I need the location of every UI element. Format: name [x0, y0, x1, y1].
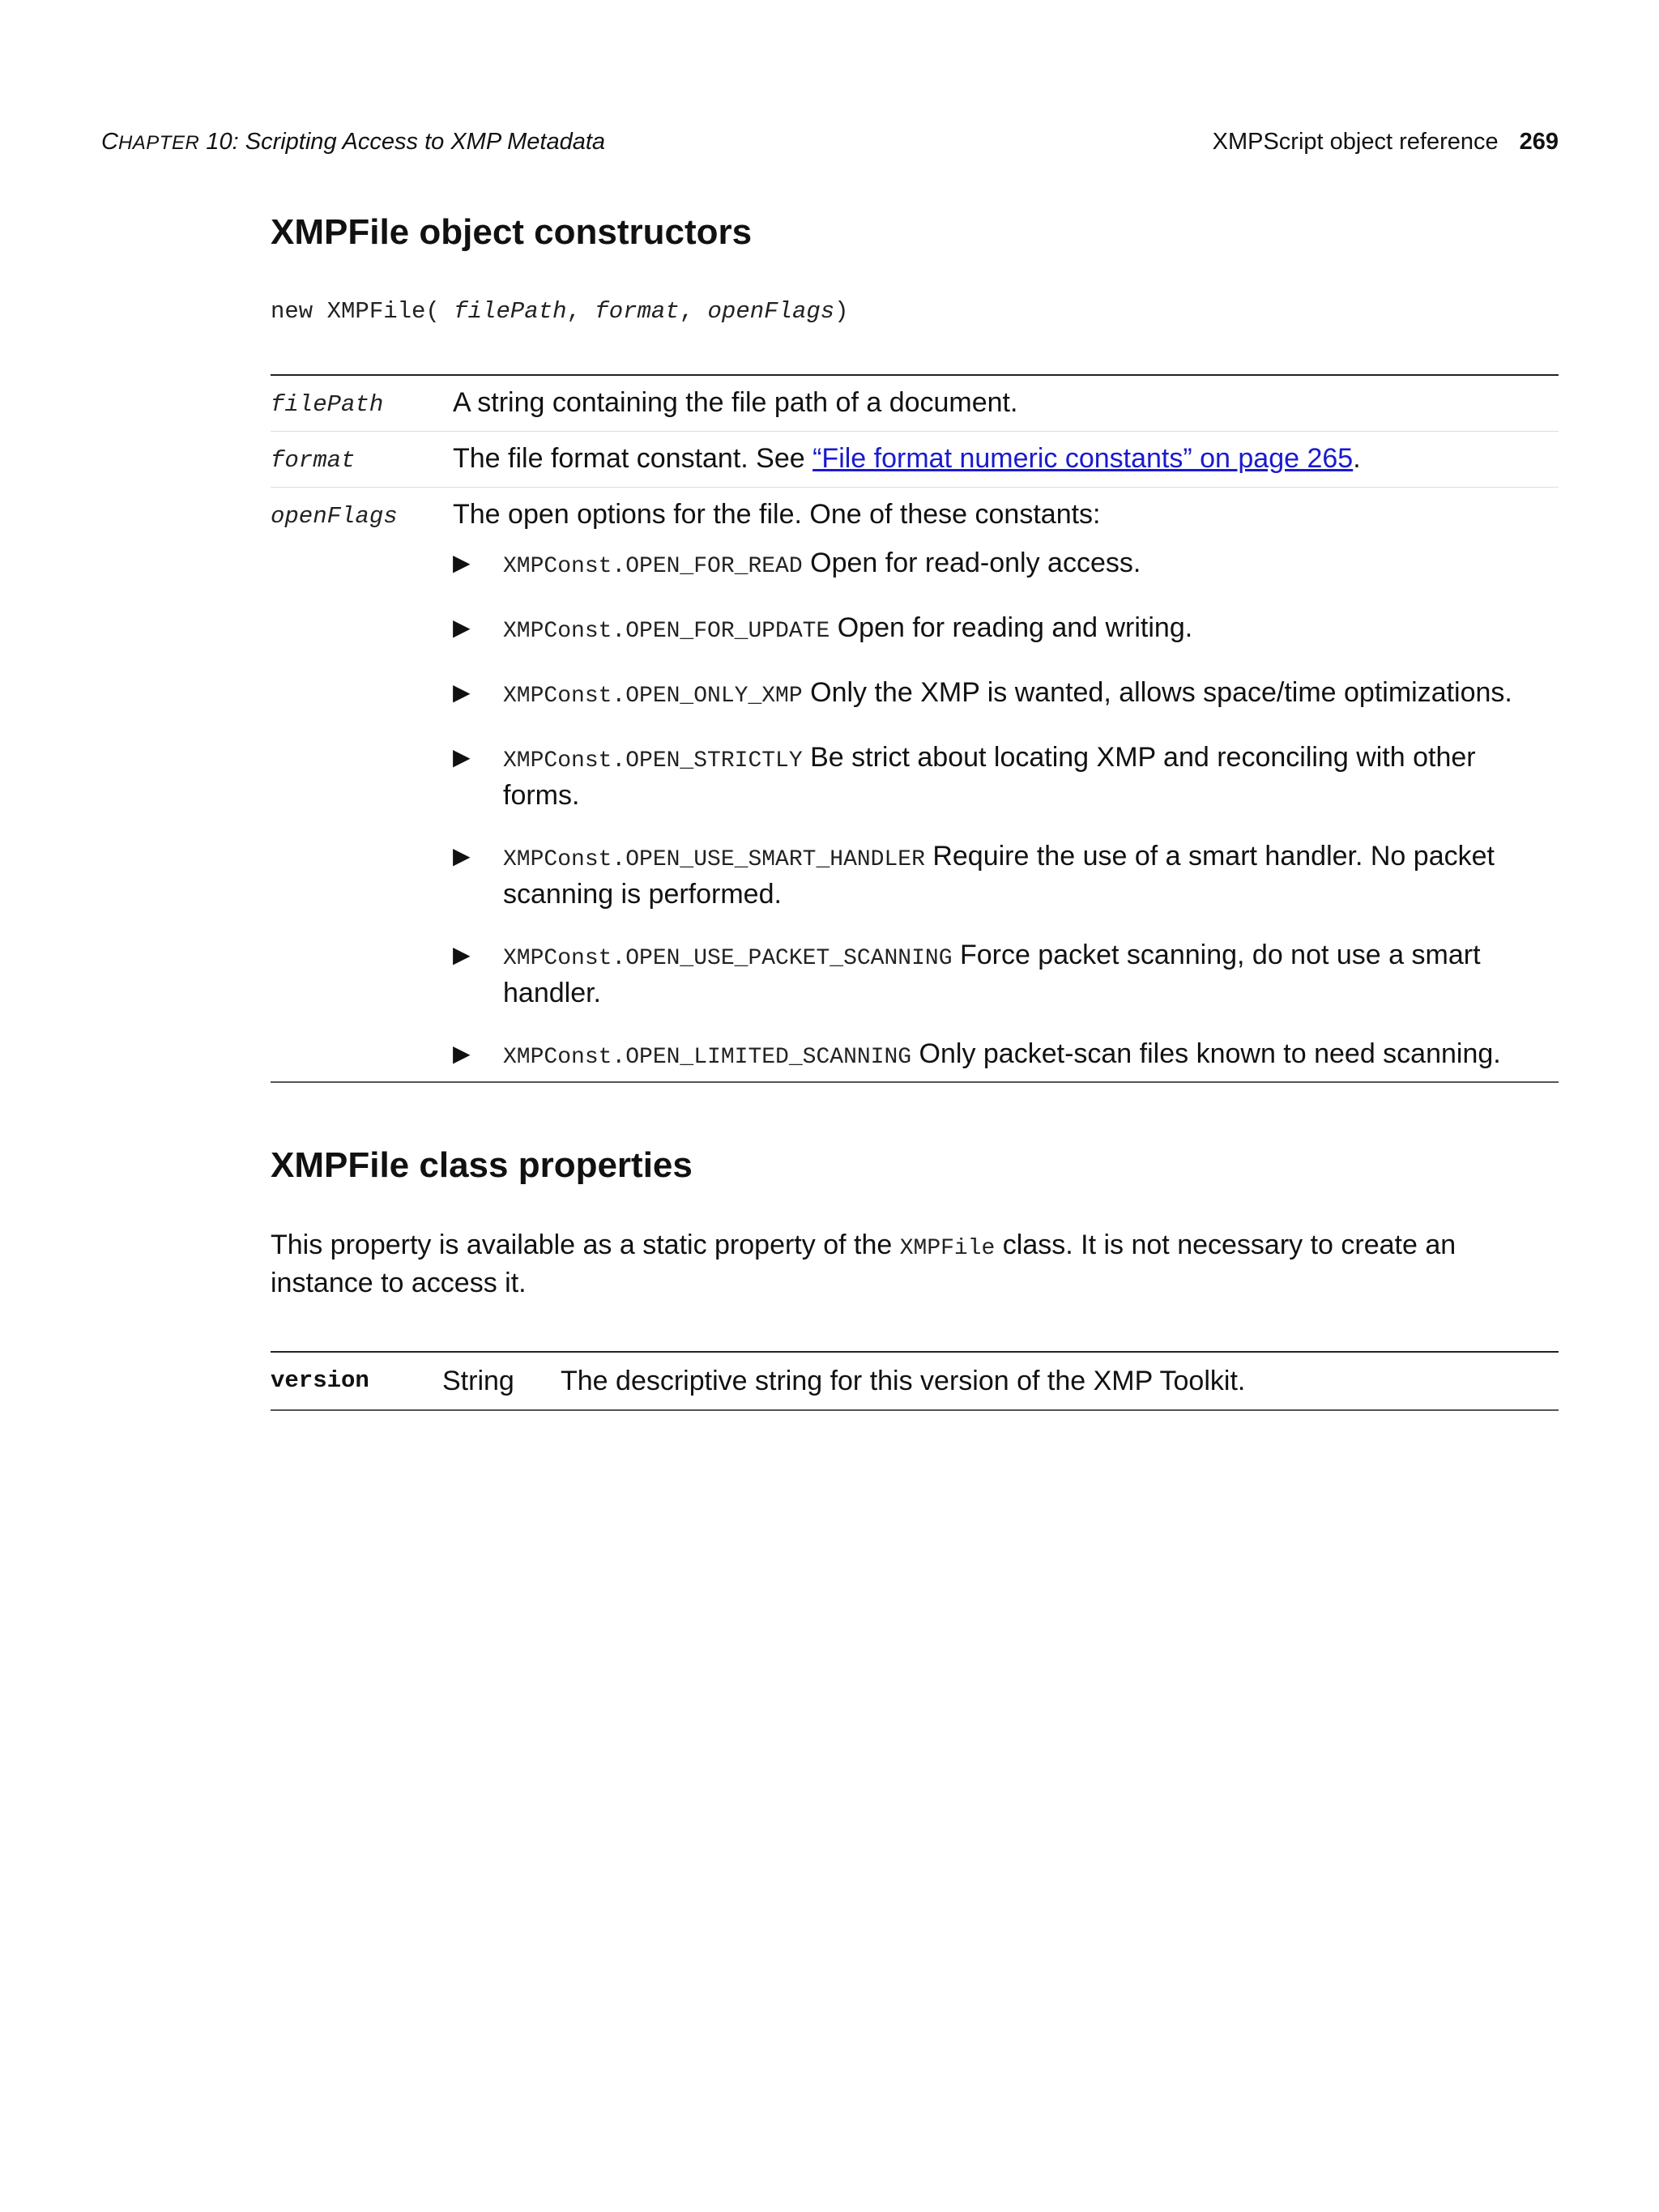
- parameters-table: [271, 374, 1559, 1083]
- open-flags-list: [453, 546, 1559, 1075]
- right-triangle-icon: ▶: [453, 744, 471, 769]
- param-description: [453, 497, 1559, 1075]
- description-text: The file format constant. See: [453, 443, 813, 474]
- list-item: [453, 839, 1559, 911]
- sig-arg-filepath: filePath: [454, 298, 567, 325]
- class-properties-heading: XMPFile class properties: [271, 1145, 693, 1185]
- sig-suffix: ): [834, 298, 849, 325]
- chapter-title: 10: Scripting Access to XMP Metadata: [199, 129, 606, 155]
- right-triangle-icon: ▶: [453, 942, 471, 967]
- param-description: [453, 441, 1559, 477]
- sig-prefix: new XMPFile(: [271, 298, 454, 325]
- intro-text: This property is available as a static property of the: [271, 1230, 900, 1260]
- flag-constant: XMPConst.OPEN_USE_PACKET_SCANNING: [503, 946, 953, 971]
- chapter-prefix: C: [101, 129, 118, 155]
- list-item: [453, 611, 1559, 649]
- section-title: XMPScript object reference: [1212, 129, 1499, 155]
- right-triangle-icon: ▶: [453, 1041, 471, 1066]
- constructor-signature: [271, 298, 849, 325]
- sig-sep: ,: [679, 298, 708, 325]
- property-name: version: [271, 1367, 369, 1394]
- list-item: [453, 546, 1559, 584]
- sig-arg-openflags: openFlags: [707, 298, 835, 325]
- properties-table: [271, 1351, 1559, 1411]
- running-header-section: [1213, 126, 1559, 158]
- list-item: [453, 676, 1559, 714]
- table-row: [271, 488, 1559, 1081]
- table-row: [271, 432, 1559, 488]
- param-description: A string containing the file path of a document.: [453, 387, 1018, 418]
- sig-arg-format: format: [595, 298, 680, 325]
- flag-text: Only packet-scan files known to need scanning.: [919, 1038, 1501, 1069]
- table-row: [271, 376, 1559, 432]
- list-item: [453, 740, 1559, 812]
- param-name: filePath: [271, 391, 384, 418]
- class-properties-intro: [271, 1228, 1559, 1300]
- flag-text: Only the XMP is wanted, allows space/time optimizations.: [810, 677, 1512, 708]
- flag-text: Require the use of a smart handler. No packet scanning is performed.: [503, 841, 1495, 910]
- right-triangle-icon: ▶: [453, 680, 471, 705]
- file-format-constants-link[interactable]: “File format numeric constants” on page 265: [812, 443, 1354, 474]
- flag-constant: XMPConst.OPEN_USE_SMART_HANDLER: [503, 847, 925, 872]
- property-description: The descriptive string for this version of the XMP Toolkit.: [561, 1366, 1246, 1396]
- description-text: .: [1353, 443, 1361, 474]
- running-header-chapter: [101, 126, 605, 158]
- flag-text: Force packet scanning, do not use a smart handler.: [503, 940, 1481, 1008]
- flag-constant: XMPConst.OPEN_FOR_UPDATE: [503, 619, 830, 644]
- intro-text: class. It is not necessary to create an instance to access it.: [271, 1230, 1456, 1298]
- param-name: openFlags: [271, 503, 398, 530]
- flag-text: Open for reading and writing.: [837, 612, 1193, 643]
- flag-constant: XMPConst.OPEN_ONLY_XMP: [503, 684, 803, 709]
- list-item: [453, 1037, 1559, 1075]
- flag-constant: XMPConst.OPEN_LIMITED_SCANNING: [503, 1045, 912, 1070]
- list-item: [453, 938, 1559, 1010]
- right-triangle-icon: ▶: [453, 843, 471, 868]
- description-text: The open options for the file. One of these constants:: [453, 499, 1101, 530]
- page-number: 269: [1519, 129, 1559, 155]
- right-triangle-icon: ▶: [453, 550, 471, 575]
- flag-text: Open for read-only access.: [810, 548, 1141, 578]
- chapter-smallcaps: HAPTER: [117, 132, 200, 154]
- flag-text: Be strict about locating XMP and reconciling with other forms.: [503, 742, 1476, 811]
- flag-constant: XMPConst.OPEN_FOR_READ: [503, 554, 803, 579]
- constructors-heading: XMPFile object constructors: [271, 212, 753, 252]
- flag-constant: XMPConst.OPEN_STRICTLY: [503, 748, 803, 774]
- property-type: String: [442, 1366, 514, 1396]
- intro-code: XMPFile: [899, 1236, 996, 1261]
- right-triangle-icon: ▶: [453, 615, 471, 640]
- sig-sep: ,: [566, 298, 595, 325]
- param-name: format: [271, 447, 356, 474]
